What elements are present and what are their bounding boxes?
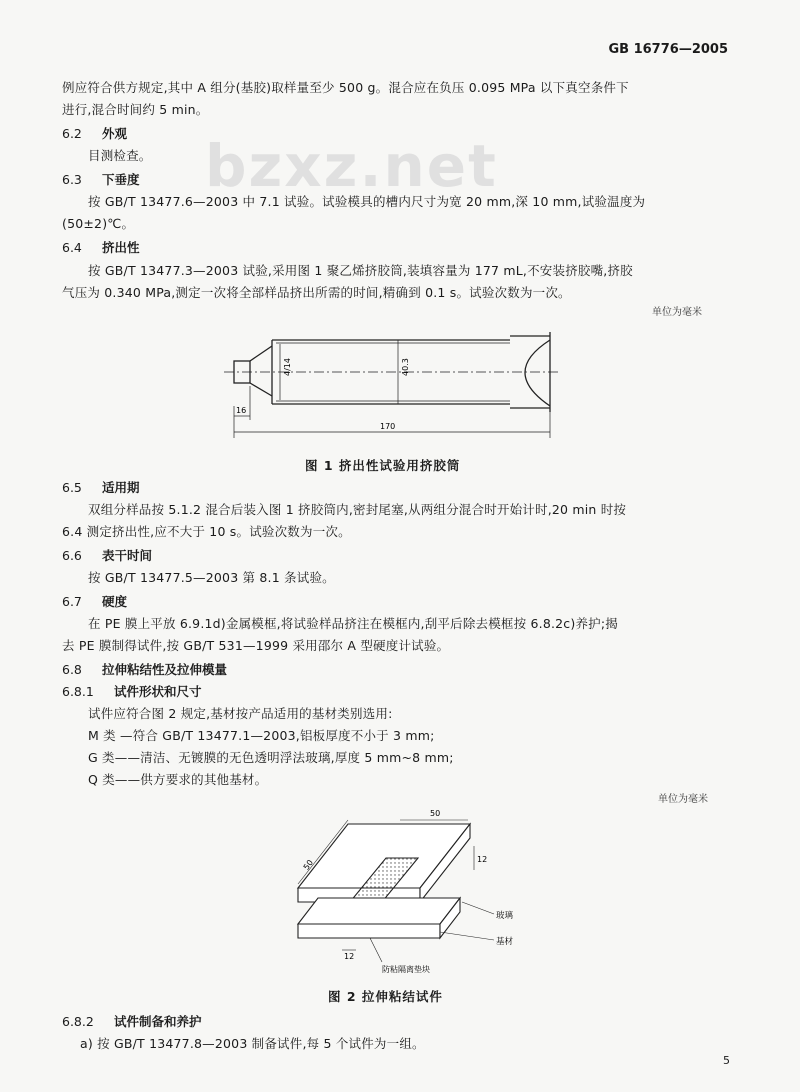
paragraph-line: M 类 —符合 GB/T 13477.1—2003,铝板厚度不小于 3 mm;: [88, 728, 435, 743]
watermark: bzxz.net: [205, 132, 498, 200]
page-number: 5: [723, 1054, 730, 1067]
paragraph-line: 进行,混合时间约 5 min。: [62, 102, 209, 117]
paragraph-line: 按 GB/T 13477.6—2003 中 7.1 试验。试验模具的槽内尺寸为宽 20 mm,深 10 mm,试验温度为: [88, 194, 646, 209]
figure2-drawing: [290, 806, 530, 978]
section-title: 拉伸粘结性及拉伸模量: [102, 662, 228, 677]
section-number: 6.8.1: [62, 684, 94, 699]
plunger-curve: [525, 340, 550, 406]
section-number: 6.3: [62, 172, 82, 187]
paragraph-line: 目测检查。: [88, 148, 152, 163]
dim-length-label: 170: [380, 422, 396, 431]
section-number: 6.8: [62, 662, 82, 677]
figure1-caption: 图 1 挤出性试验用挤胶筒: [305, 458, 461, 473]
dim-depth-label: 50: [301, 858, 316, 872]
dim-tip-label: 16: [236, 406, 247, 415]
section-number: 6.2: [62, 126, 82, 141]
section-heading-6-3: [62, 170, 140, 188]
dim-nozzle-label: 4/14: [283, 358, 292, 376]
paragraph-line: 双组分样品按 5.1.2 混合后装入图 1 挤胶筒内,密封尾塞,从两组分混合时开始计时,20 min 时按: [88, 502, 627, 517]
paragraph-line: a) 按 GB/T 13477.8—2003 制备试件,每 5 个试件为一组。: [80, 1036, 425, 1051]
paragraph-line: 气压为 0.340 MPa,测定一次将全部样品挤出所需的时间,精确到 0.1 s。试验次数为一次。: [62, 285, 571, 300]
dim-diameter-label: 40.3: [401, 358, 410, 376]
section-title: 试件制备和养护: [114, 1014, 202, 1029]
section-heading-6-8-1: [62, 682, 202, 700]
paragraph-line: 去 PE 膜制得试件,按 GB/T 531—1999 采用邵尔 A 型硬度计试验。: [62, 638, 450, 653]
paragraph-line: 按 GB/T 13477.5—2003 第 8.1 条试验。: [88, 570, 335, 585]
figure2-caption: 图 2 拉伸粘结试件: [328, 989, 443, 1004]
glass-label: 玻璃: [496, 911, 514, 921]
section-number: 6.8.2: [62, 1014, 94, 1029]
section-heading-6-6: [62, 546, 152, 564]
section-heading-6-5: [62, 478, 140, 496]
dim-thick-label: 12: [477, 855, 488, 864]
section-title: 表干时间: [102, 548, 153, 563]
section-heading-6-2: [62, 124, 127, 142]
dim-width-label: 50: [430, 809, 441, 818]
section-title: 试件形状和尺寸: [114, 684, 202, 699]
paragraph-line: 按 GB/T 13477.3—2003 试验,采用图 1 聚乙烯挤胶筒,装填容量为 177 mL,不安装挤胶嘴,挤胶: [88, 263, 633, 278]
figure1-drawing: [220, 316, 580, 448]
section-heading-6-8: [62, 660, 227, 678]
section-title: 硬度: [102, 594, 128, 609]
spacer-label: 防粘隔离垫块: [382, 965, 430, 974]
paragraph-line: 6.4 测定挤出性,应不大于 10 s。试验次数为一次。: [62, 524, 351, 539]
figure2-unit-note: 单位为毫米: [658, 794, 708, 805]
figure1-unit-note: 单位为毫米: [652, 307, 702, 318]
paragraph-line: G 类——清洁、无镀膜的无色透明浮法玻璃,厚度 5 mm~8 mm;: [88, 750, 454, 765]
section-number: 6.4: [62, 240, 82, 255]
substrate-plate: [298, 898, 460, 924]
section-number: 6.7: [62, 594, 82, 609]
standard-number: GB 16776—2005: [608, 42, 728, 57]
paragraph-line: Q 类——供方要求的其他基材。: [88, 772, 268, 787]
section-number: 6.6: [62, 548, 82, 563]
section-title: 挤出性: [102, 240, 140, 255]
paragraph-line: 例应符合供方规定,其中 A 组分(基胶)取样量至少 500 g。混合应在负压 0.095 MPa 以下真空条件下: [62, 80, 629, 95]
section-title: 外观: [102, 126, 128, 141]
paragraph-line: (50±2)℃。: [62, 216, 135, 231]
section-title: 下垂度: [102, 172, 140, 187]
section-number: 6.5: [62, 480, 82, 495]
substrate-label: 基材: [496, 937, 514, 947]
paragraph-line: 试件应符合图 2 规定,基材按产品适用的基材类别选用:: [88, 706, 393, 721]
section-title: 适用期: [102, 480, 140, 495]
paragraph-line: 在 PE 膜上平放 6.9.1d)金属模框,将试验样品挤注在模框内,刮平后除去模框按 6.8.2c)养护;揭: [88, 616, 618, 631]
section-heading-6-4: [62, 238, 140, 256]
section-heading-6-7: [62, 592, 127, 610]
dim-gap-label: 12: [344, 952, 355, 961]
section-heading-6-8-2: [62, 1012, 202, 1030]
